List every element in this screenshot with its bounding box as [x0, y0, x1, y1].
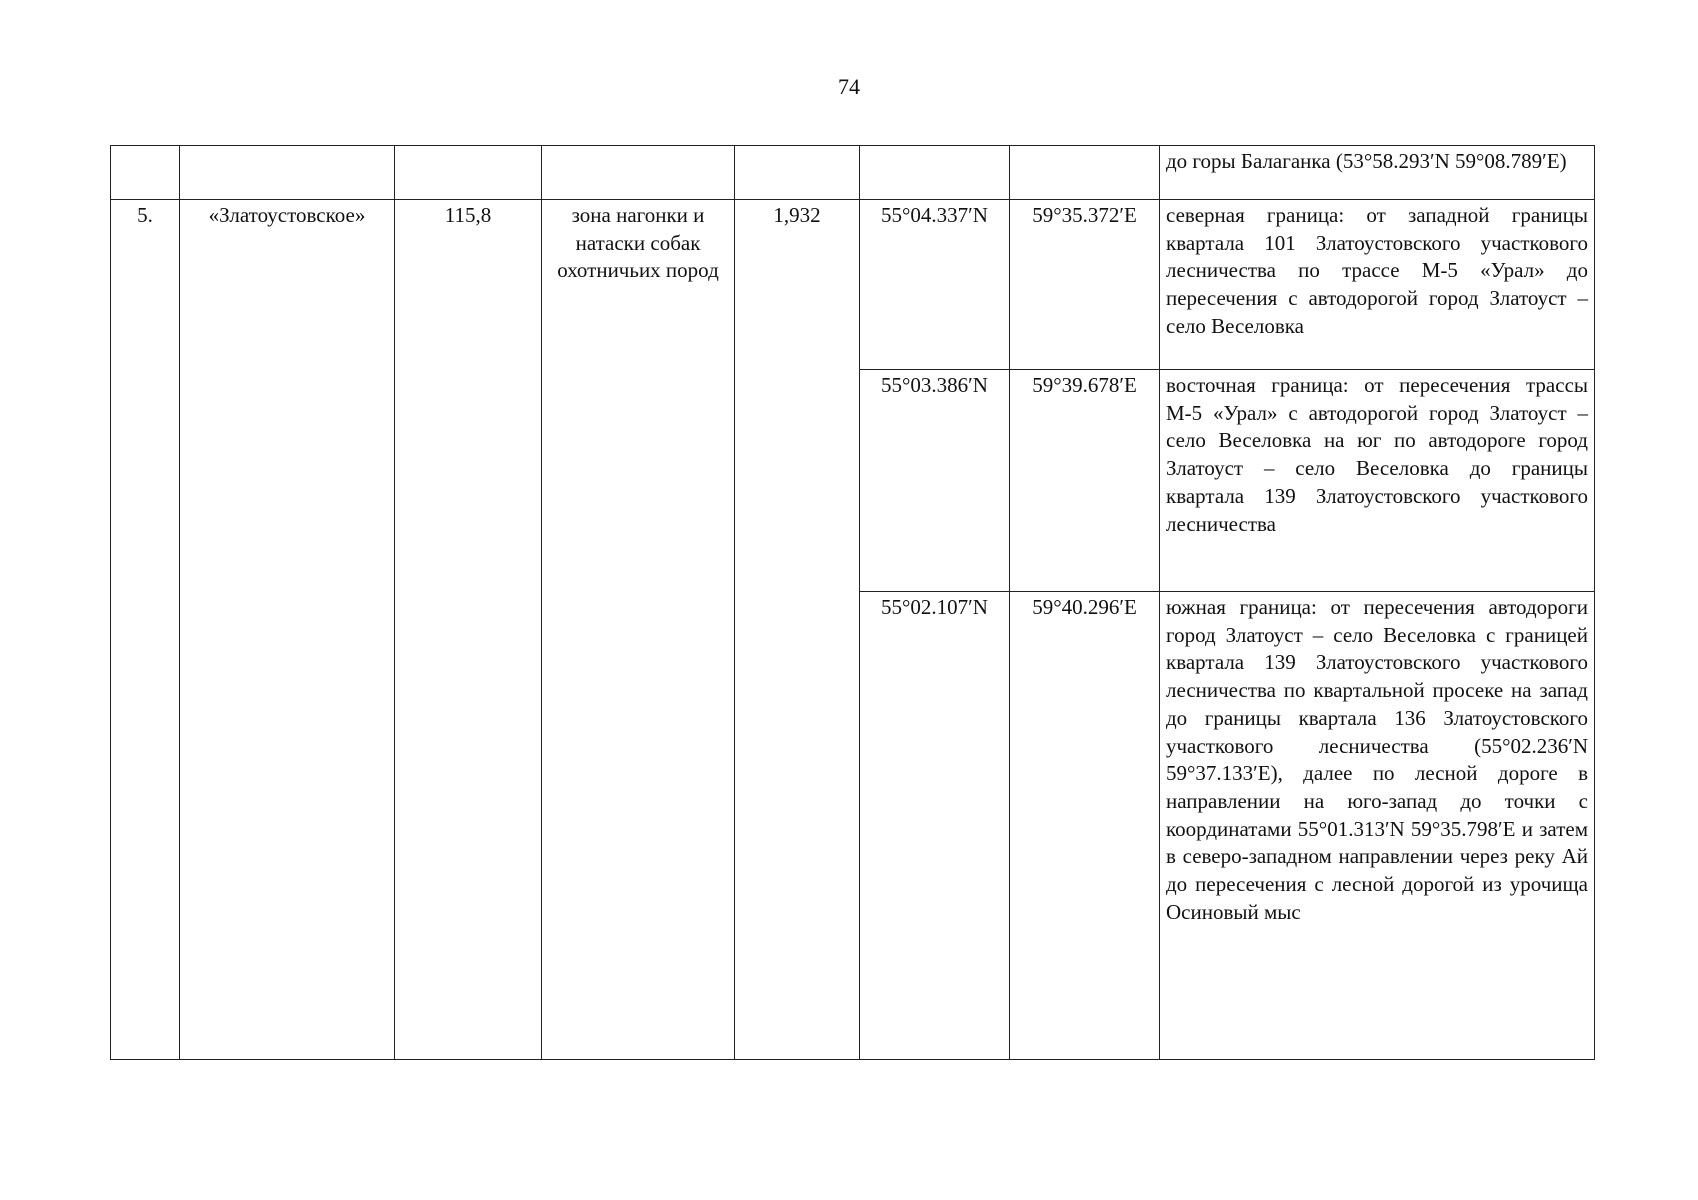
cell-empty [395, 146, 542, 200]
point-latitude: 55°02.107′N [860, 592, 1010, 1060]
cell-empty [860, 146, 1010, 200]
boundary-description: южная граница: от пересечения автодороги город Златоуст – село Веселовка с границей квартала 139 Златоустовского участкового лесничества по квартальной просеке на запад до границы квартала 136 Златоустовского участкового лесничества (55°02.236′N 59°37.133′E), далее по лесной дороге в направлении на юго-запад до точки с координатами 55°01.313′N 59°35.798′E и затем в северо-западном направлении через реку Ай до пересечения с лесной дорогой из урочища Осиновый мыс [1160, 592, 1595, 1060]
point-longitude: 59°40.296′E [1010, 592, 1160, 1060]
cell-empty [542, 146, 735, 200]
continuation-row [111, 146, 1595, 200]
cell-empty [1010, 146, 1160, 200]
territory-name: «Златоустовское» [180, 200, 395, 1060]
territory-purpose: зона нагонки и натаски собак охотничьих пород [542, 200, 735, 1060]
point-longitude: 59°39.678′E [1010, 370, 1160, 592]
point-latitude: 55°03.386′N [860, 370, 1010, 592]
territory-table [110, 145, 1595, 1060]
page-number: 74 [838, 74, 860, 99]
cell-empty [111, 146, 180, 200]
cell-empty [180, 146, 395, 200]
point-longitude: 59°35.372′E [1010, 200, 1160, 370]
boundary-description: северная граница: от западной границы квартала 101 Златоустовского участкового лесничества по трассе М-5 «Урал» до пересечения с автодорогой город Златоуст – село Веселовка [1160, 200, 1595, 370]
row-index: 5. [111, 200, 180, 1060]
cell-empty [735, 146, 860, 200]
continuation-description: до горы Балаганка (53°58.293′N 59°08.789′E) [1160, 146, 1595, 200]
table-row [111, 200, 1595, 370]
territory-area: 115,8 [395, 200, 542, 1060]
boundary-description: восточная граница: от пересечения трассы М-5 «Урал» с автодорогой город Златоуст – село Веселовка на юг по автодороге город Златоуст – село Веселовка до границы квартала 139 Златоустовского участкового лесничества [1160, 370, 1595, 592]
territory-value: 1,932 [735, 200, 860, 1060]
point-latitude: 55°04.337′N [860, 200, 1010, 370]
